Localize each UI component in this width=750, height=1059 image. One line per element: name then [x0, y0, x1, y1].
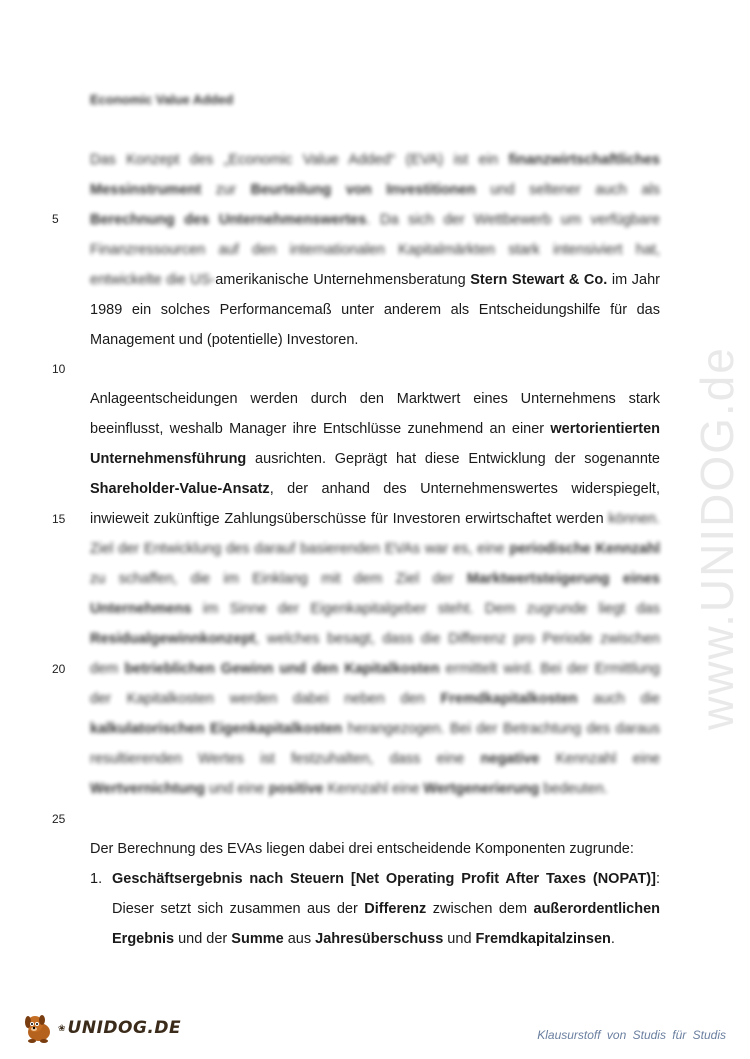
- line-number-10: 10: [52, 362, 66, 376]
- blurred-text: können. Ziel der Entwicklung des darauf basierenden EVAs war es, eine periodische Kennzahl zu schaffen, die im Einklang mit dem Ziel der Marktwertsteigerung eines Unternehmens im Sinne der Eigenkapitalgeber steht. Dem zugrunde liegt das Residualgewinnkonzept, welches besagt, dass die Differenz pro Periode zwischen dem betrieblichen Gewinn und den Kapitalkosten ermittelt wird. Bei der Ermittlung der Kapitalkosten werden dabei neben den Fremdkapitalkosten auch die kalkulatorischen Eigenkapitalkosten herangezogen. Bei der Betrachtung des daraus resultierenden Wertes ist festzuhalten, dass eine negative Kennzahl eine Wertvernichtung und eine positive Kennzahl eine Wertgenerierung bedeuten.: [90, 511, 661, 797]
- line-number-15: 15: [52, 512, 66, 526]
- line-number-5: 5: [52, 212, 59, 226]
- logo-text: UNIDOG.DE: [67, 1018, 182, 1038]
- paragraph-eva-concept: Das Konzept des „Economic Value Added“ (EVA) ist ein finanzwirtschaftliches Messinstrument zur Beurteilung von Investitionen und seltener auch als Berechnung des Unternehmenswertes. Da sich der Wettbewerb um verfügbare Finanzressourcen auf den internationalen Kapitalmärkten stark intensiviert hat, entwickelte die US-amerikanische Unternehmensberatung Stern Stewart & Co. im Jahr 1989 ein solches Performancemaß unter anderem als Entscheidungshilfe für das Management und (potentielle) Investoren.: [90, 152, 661, 348]
- components-list: [90, 864, 660, 954]
- list-item: 1. Geschäftsergebnis nach Steuern [Net Operating Profit After Taxes (NOPAT)]: Dieser setzt sich zusammen aus der Differenz zwischen dem außerordentlichen Ergebnis und der Summe aus Jahresüberschuss und Fremdkapitalzinsen.: [90, 864, 660, 954]
- paragraph-shareholder-value: Anlageentscheidungen werden durch den Marktwert eines Unternehmens stark beeinflusst, weshalb Manager ihre Entschlüsse zunehmend an einer wertorientierten Unternehmensführung ausrichten. Geprägt hat diese Entwicklung der sogenannte Shareholder-Value-Ansatz, der anhand des Unternehmenswertes widerspiegelt, inwieweit zukünftige Zahlungsüberschüsse für Investoren erwirtschaftet werden können. Ziel der Entwicklung des darauf basierenden EVAs war es, eine periodische Kennzahl zu schaffen, die im Einklang mit dem Ziel der Marktwertsteigerung eines Unternehmens im Sinne der Eigenkapitalgeber steht. Dem zugrunde liegt das Residualgewinnkonzept, welches besagt, dass die Differenz pro Periode zwischen dem betrieblichen Gewinn und den Kapitalkosten ermittelt wird. Bei der Ermittlung der Kapitalkosten werden dabei neben den Fremdkapitalkosten auch die kalkulatorischen Eigenkapitalkosten herangezogen. Bei der Betrachtung des daraus resultierenden Wertes ist festzuhalten, dass eine negative Kennzahl eine Wertvernichtung und eine positive Kennzahl eine Wertgenerierung bedeuten.: [90, 391, 661, 797]
- paragraph-components-intro: Der Berechnung des EVAs liegen dabei drei entscheidende Komponenten zugrunde:: [90, 841, 634, 857]
- document-title: Economic Value Added: [90, 92, 234, 107]
- paw-icon: ❀: [58, 1022, 66, 1033]
- footer-slogan: Klausurstoff von Studis für Studis: [537, 1028, 726, 1042]
- blurred-text: Das Konzept des „Economic Value Added“ (EVA) ist ein finanzwirtschaftliches Messinstrument zur Beurteilung von Investitionen und seltener auch als Berechnung des Unternehmenswertes. Da sich der Wettbewerb um verfügbare Finanzressourcen auf den internationalen Kapitalmärkten stark intensiviert hat, entwickelte die US-: [90, 152, 661, 288]
- watermark: www.UNIDOG.de: [691, 346, 743, 730]
- line-number-20: 20: [52, 662, 66, 676]
- unidog-logo[interactable]: [22, 1012, 181, 1044]
- dog-mascot-icon: [22, 1012, 56, 1044]
- list-number: 1.: [90, 871, 103, 887]
- line-number-25: 25: [52, 812, 66, 826]
